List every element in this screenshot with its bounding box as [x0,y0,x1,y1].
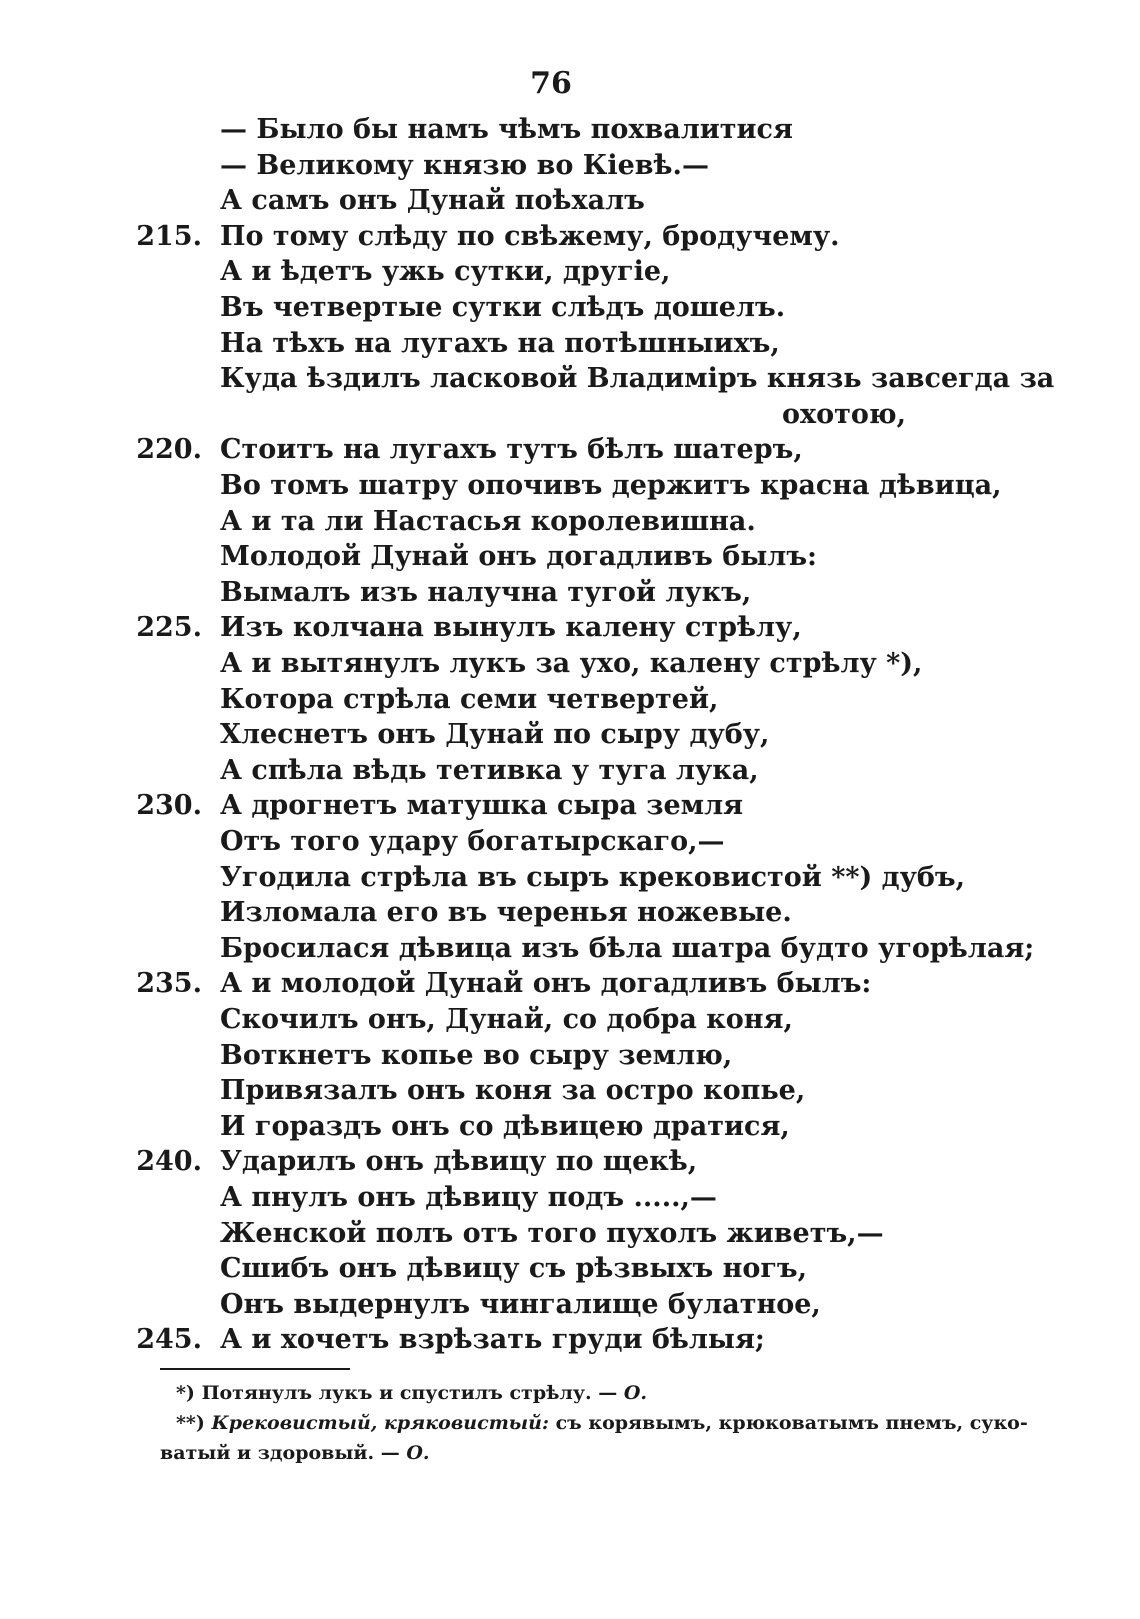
verse-line [0,254,1102,290]
footnote-mark: **) [176,1412,205,1434]
verse-text: А спѣла вѣдь тетивка у туга лука, [220,755,759,786]
verse-text: Сшибъ онъ дѣвицу съ рѣзвыхъ ногъ, [220,1253,808,1284]
verse-text: Изломала его въ черенья ножевые. [220,897,792,928]
footnote-text: съ корявымъ, крюковатымъ пнемъ, суко- [548,1412,1028,1434]
footnote-1 [176,1378,647,1408]
footnote-2 [176,1408,1028,1438]
verse-line [0,1002,1102,1038]
line-number: 220. [136,434,202,465]
line-number: 230. [136,790,202,821]
footnote-source: О. [406,1442,430,1464]
verse-text: А и та ли Настасья королевишна. [220,506,756,537]
verse-text: Въ четвертые сутки слѣдъ дошелъ. [220,292,786,323]
verse-text: А и молодой Дунай онъ догадливъ былъ: [220,968,872,999]
verse-line [0,860,1102,896]
verse-text: А дрогнетъ матушка сыра земля [220,790,744,821]
verse-text: Куда ѣздилъ ласковой Владиміръ князь завсегда за [220,363,1055,394]
line-number: 245. [136,1324,202,1355]
verse-text: Онъ выдернулъ чингалище булатное, [220,1289,821,1320]
verse-text: охотою, [782,399,906,430]
verse-line [0,112,1102,148]
verse-line [0,717,1102,753]
verse-line [0,788,1102,824]
verse-text: Женской полъ отъ того пухолъ живетъ,— [220,1218,884,1249]
verse-text: Хлеснетъ онъ Дунай по сыру дубу, [220,719,770,750]
verse-text: А и ѣдетъ ужь сутки, другіе, [220,256,671,287]
verse-line [0,1287,1102,1323]
verse-text: Привязалъ онъ коня за остро копье, [220,1075,806,1106]
verse-text: Воткнетъ копье во сыру землю, [220,1040,733,1071]
verse-line [0,183,1102,219]
verse-line [0,895,1102,931]
verse-text: Вымалъ изъ налучна тугой лукъ, [220,577,752,608]
verse-text: А самъ онъ Дунай поѣхалъ [220,185,645,216]
footnote-text: ватый и здоровый. — [160,1442,407,1464]
verse-text: На тѣхъ на лугахъ на потѣшныихъ, [220,328,780,359]
verse-text: Отъ того удару богатырскаго,— [220,826,725,857]
verse-line [0,824,1102,860]
verse-line [0,1109,1102,1145]
verse-text: Бросилася дѣвица изъ бѣла шатра будто угорѣлая; [220,933,1035,964]
verse-text: Котора стрѣла семи четвертей, [220,684,719,715]
verse-line [0,610,1102,646]
line-number: 240. [136,1146,202,1177]
verse-line [0,682,1102,718]
footnote-source: О. [623,1382,648,1404]
verse-text: Изъ колчана вынулъ калену стрѣлу, [220,612,802,643]
verse-line [0,148,1102,184]
verse-text: Ударилъ онъ дѣвицу по щекѣ, [220,1146,698,1177]
verse-text: — Было бы намъ чѣмъ похвалитися [220,114,793,145]
verse-text: Скочилъ онъ, Дунай, со добра коня, [220,1004,793,1035]
verse-line [0,539,1102,575]
verse-text: А пнулъ онъ дѣвицу подъ .....,— [220,1182,717,1213]
verse-text: И гораздъ онъ со дѣвицею дратися, [220,1111,790,1142]
footnote-term: Крековистый, кряковистый: [211,1412,549,1434]
footnote-mark: *) [176,1382,195,1404]
verse-text: Во томъ шатру опочивъ держитъ красна дѣвица, [220,470,1002,501]
verse-line [0,1038,1102,1074]
line-number: 225. [136,612,202,643]
verse-line [0,966,1102,1002]
verse-line [0,432,1102,468]
footnote-text: Потянулъ лукъ и спустилъ стрѣлу. — [201,1382,624,1404]
footnote-2-continuation [160,1438,430,1468]
verse-text: По тому слѣду по свѣжему, бродучему. [220,221,840,252]
line-number: 235. [136,968,202,999]
verse-line [0,575,1102,611]
verse-line [0,468,1102,504]
verse-line [0,219,1102,255]
verse-line [0,646,1102,682]
verse-text: Молодой Дунай онъ догадливъ былъ: [220,541,817,572]
verse-line [0,1216,1102,1252]
verse-text: — Великому князю во Кіевѣ.— [220,150,709,181]
verse-line [0,361,1102,397]
verse-line [0,753,1102,789]
verse-text: Стоитъ на лугахъ тутъ бѣлъ шатеръ, [220,434,803,465]
verse-line [0,1144,1102,1180]
verse-text: Угодила стрѣла въ сыръ крековистой **) дубъ, [220,862,966,893]
footnote-divider [160,1368,350,1370]
verse-line [0,1322,1102,1358]
page-number: 76 [530,66,572,101]
verse-line [0,931,1102,967]
verse-line [0,397,1102,433]
verse-text: А и хочетъ взрѣзать груди бѣлыя; [220,1324,765,1355]
verse-line [0,1073,1102,1109]
line-number: 215. [136,221,202,252]
verse-line [0,1251,1102,1287]
verse-line [0,1180,1102,1216]
verse-text: А и вытянулъ лукъ за ухо, калену стрѣлу *), [220,648,923,679]
verse-line [0,504,1102,540]
verse-line [0,290,1102,326]
verse-line [0,326,1102,362]
